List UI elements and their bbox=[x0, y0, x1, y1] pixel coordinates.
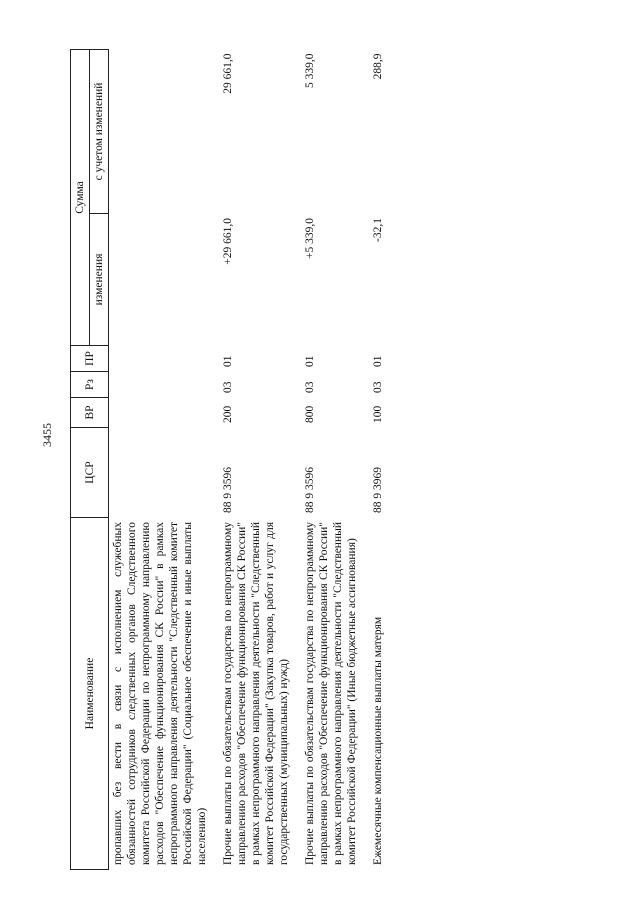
row-rz: 03 bbox=[222, 381, 235, 393]
row-total: 5 339,0 bbox=[304, 53, 317, 88]
header-sum: Сумма bbox=[71, 49, 90, 345]
row-vr: 200 bbox=[222, 405, 235, 423]
rotated-page bbox=[70, 50, 590, 870]
row-csr bbox=[109, 428, 212, 518]
table-row bbox=[109, 49, 212, 869]
table-header bbox=[71, 49, 109, 869]
row-rz bbox=[109, 372, 212, 398]
row-total: 29 661,0 bbox=[222, 53, 235, 94]
row-rz: 03 bbox=[304, 381, 317, 393]
header-with-changes: с учетом изменений bbox=[90, 49, 109, 213]
row-change: +5 339,0 bbox=[304, 218, 317, 259]
row-vr bbox=[109, 398, 212, 428]
row-name: Ежемесячные компенсационные выплаты матерям bbox=[372, 616, 385, 865]
row-csr: 88 9 3596 bbox=[222, 467, 235, 513]
row-change bbox=[109, 214, 212, 346]
row-pr: 01 bbox=[372, 355, 385, 367]
row-change: -32,1 bbox=[372, 218, 385, 242]
row-total: 288,9 bbox=[372, 53, 385, 80]
table-row bbox=[293, 49, 361, 869]
table-row bbox=[361, 49, 387, 869]
row-pr bbox=[109, 346, 212, 372]
header-rz: Рз bbox=[71, 372, 109, 398]
row-csr: 88 9 3969 bbox=[372, 467, 385, 513]
header-csr: ЦСР bbox=[71, 428, 109, 518]
header-change: изменения bbox=[90, 214, 109, 346]
row-pr: 01 bbox=[304, 355, 317, 367]
page-number: 3455 bbox=[40, 423, 54, 447]
row-vr: 100 bbox=[372, 405, 385, 423]
table-row bbox=[211, 49, 293, 869]
row-name: Прочие выплаты по обязательствам государства по непрограммному направлению расходов "Обеспечение функционирования СК России" в рамках непрограммного направления деятельности "Следственный комитет Российской Федерации" (Закупка товаров, работ и услуг для государственных (муниципальных) нужд) bbox=[222, 522, 291, 865]
budget-table bbox=[70, 49, 387, 870]
row-name: пропавших без вести в связи с исполнением служебных обязанностей сотрудников следственных органов Следственного комитета Российской Федерации по непрограммному направлению расходов "Обеспечение функционирования СК России" в рамках непрограммного направления деятельности "Следственный комитет Российской Федерации" (Социальное обеспечение и иные выплаты населению) bbox=[112, 522, 209, 865]
header-vr: ВР bbox=[71, 398, 109, 428]
header-pr: ПР bbox=[71, 346, 109, 372]
row-pr: 01 bbox=[222, 355, 235, 367]
row-total bbox=[109, 49, 212, 213]
row-rz: 03 bbox=[372, 381, 385, 393]
row-csr: 88 9 3596 bbox=[304, 467, 317, 513]
row-vr: 800 bbox=[304, 405, 317, 423]
row-change: +29 661,0 bbox=[222, 218, 235, 265]
header-name: Наименование bbox=[71, 518, 109, 870]
row-name: Прочие выплаты по обязательствам государства по непрограммному направлению расходов "Обеспечение функционирования СК России" в рамках непрограммного направления деятельности "Следственный комитет Российской Федерации" (Иные бюджетные ассигнования) bbox=[304, 522, 359, 865]
